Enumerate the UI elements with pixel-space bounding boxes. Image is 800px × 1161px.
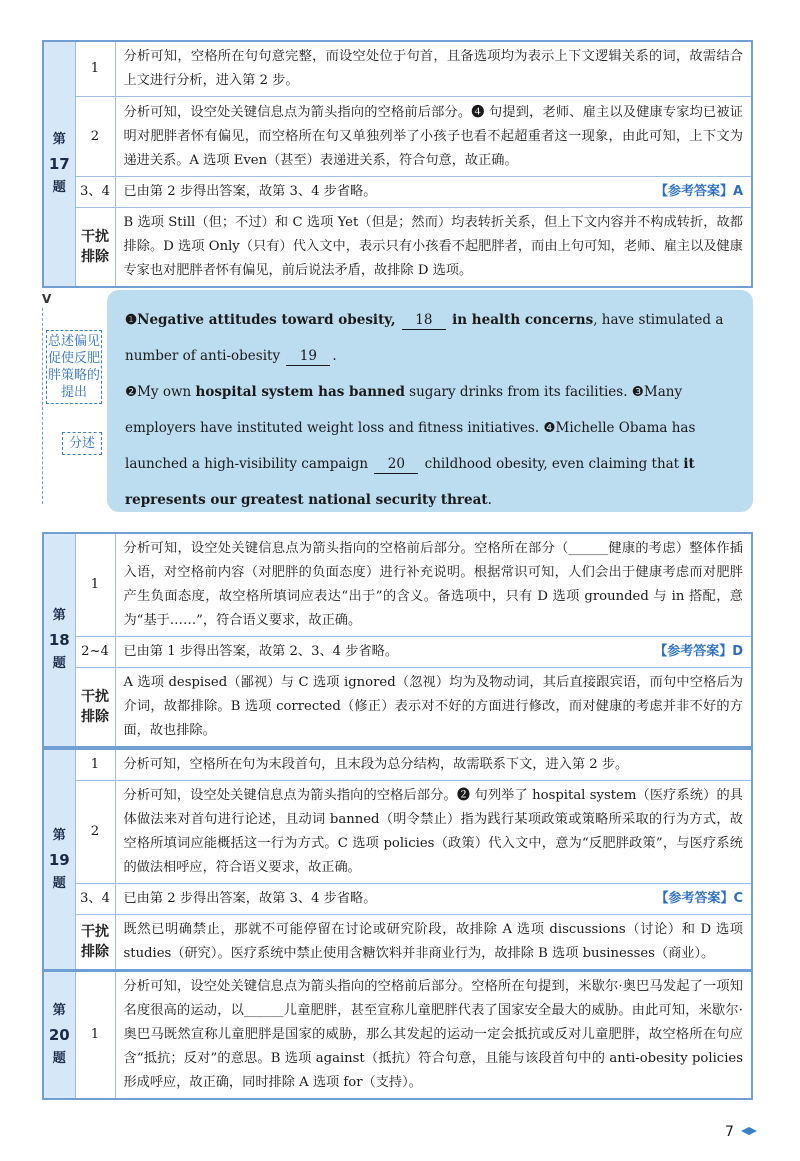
step-content: B 选项 Still（但；不过）和 C 选项 Yet（但是；然而）均表转折关系，但上下文内容并不构成转折，故都排除。D 选项 Only（只有）代入文中，表示只有小孩看不起肥胖者，而由上句可知，老师、雇主以及健康专家也对肥胖者怀有偏见，前后说法矛盾，故排除 D 选项。 — [115, 208, 752, 288]
page-number: 7 — [725, 1124, 734, 1140]
passage-text-box: ❶Negative attitudes toward obesity, 18 in health concerns, have stimulated a number of anti-obesity 19 . ❷My own hospital system has banned sugary drinks from its facilities. ❸Many employers have instituted weight loss and fitness initiatives. ❹Michelle Obama has launched a high-visibility campaign 20 childhood obesity, even claiming that it represents our greatest national security threat. — [107, 290, 753, 512]
passage-sentence-2a: ❷My own — [125, 384, 196, 400]
step-cell: 1 — [75, 41, 115, 97]
step-cell: 3、4 — [75, 177, 115, 208]
question-20-table — [42, 970, 753, 1100]
annotation-summary-note: 总述偏见促使反肥胖策略的提出 — [46, 330, 102, 404]
annotation-detail-note: 分述 — [62, 432, 102, 455]
question-18-label: 第 18 题 — [43, 533, 75, 747]
passage-sentence-1c: , have stimulated a number of anti-obesity — [125, 312, 724, 364]
blank-18: 18 — [402, 311, 446, 330]
question-17-table — [42, 40, 753, 288]
step-cell: 2~4 — [75, 637, 115, 668]
step-cell: 1 — [75, 749, 115, 781]
step-text: 已由第 2 步得出答案，故第 3、4 步省略。 — [123, 891, 377, 906]
step-content — [115, 884, 752, 915]
question-18-table — [42, 532, 753, 748]
step-content: 分析可知，设空处关键信息点为箭头指向的空格前后部分。空格所在部分（______健康的考虑）整体作插入语，对空格前内容（对肥胖的负面态度）进行补充说明。根据常识可知，人们会出于健康考虑而对肥胖产生负面态度，故空格所填词应表达“出于”的含义。备选项中，只有 D 选项 grounded 与 in 搭配，意为“基于……”，符合语义要求，故正确。 — [115, 533, 752, 637]
question-19-label: 第 19 题 — [43, 749, 75, 970]
step-cell: 1 — [75, 533, 115, 637]
passage-keyword: hospital system has banned — [195, 384, 405, 400]
question-20-label: 第 20 题 — [43, 971, 75, 1099]
step-cell: 1 — [75, 971, 115, 1099]
step-content — [115, 637, 752, 668]
reference-answer: 【参考答案】D — [654, 644, 743, 659]
step-content: 分析可知，设空处关键信息点为箭头指向的空格前后部分。空格所在句提到，米歇尔·奥巴马发起了一项知名度很高的运动，以______儿童肥胖，甚至宣称儿童肥胖代表了国家安全最大的威胁。由此可知，米歇尔·奥巴马既然宣称儿童肥胖是国家的威胁，那么其发起的运动一定会抵抗或反对儿童肥胖，故空格所在句应含“抵抗；反对”的意思。B 选项 against（抵抗）符合句意，且能与该段首句中的 anti-obesity policies 形成呼应，故正确，同时排除 A 选项 for（支持）。 — [115, 971, 752, 1099]
passage-sentence-1a: ❶Negative attitudes toward obesity, — [125, 312, 396, 328]
question-17-label: 第 17 题 — [43, 41, 75, 287]
distractor-elimination-label: 干扰排除 — [75, 208, 115, 288]
blank-20: 20 — [374, 455, 418, 474]
reference-answer: 【参考答案】C — [655, 891, 743, 906]
step-content: 分析可知，设空处关键信息点为箭头指向的空格后部分。❷ 句列举了 hospital system（医疗系统）的具体做法来对首句进行论述，且动词 banned（明令禁止）指为践行某项政策或策略所采取的行为方式，故空格所填词应能概括这一行为方式。C 选项 policies（政策）代入文中，意为“反肥胖政策”，与医疗系统的做法相呼应，符合语义要求，故正确。 — [115, 781, 752, 884]
blank-19: 19 — [286, 347, 330, 366]
passage-sentence-2d: childhood obesity, even claiming that — [424, 456, 684, 472]
step-content: 分析可知，空格所在句为末段首句，且末段为总分结构，故需联系下文，进入第 2 步。 — [115, 749, 752, 781]
section-marker: V — [42, 292, 52, 306]
distractor-elimination-label: 干扰排除 — [75, 915, 115, 971]
step-cell: 2 — [75, 97, 115, 177]
step-content: 既然已明确禁止，那就不可能停留在讨论或研究阶段，故排除 A 选项 discussions（讨论）和 D 选项 studies（研究）。医疗系统中禁止使用含糖饮料并非商业行为，故排除 B 选项 businesses（商业）。 — [115, 915, 752, 971]
graduation-cap-icon — [741, 1127, 757, 1137]
question-19-table — [42, 748, 753, 971]
step-content: 分析可知，空格所在句句意完整，而设空处位于句首，且备选项均为表示上下文逻辑关系的词，故需结合上文进行分析，进入第 2 步。 — [115, 41, 752, 97]
step-cell: 2 — [75, 781, 115, 884]
step-content: A 选项 despised（鄙视）与 C 选项 ignored（忽视）均为及物动词，其后直接跟宾语，而句中空格后为介词，故都排除。B 选项 corrected（修正）表示对不好的方面进行修改，而对健康的考虑并非不好的方面，故也排除。 — [115, 668, 752, 748]
passage-keyword: it represents our greatest national security threat — [125, 456, 695, 508]
step-text: 已由第 2 步得出答案，故第 3、4 步省略。 — [123, 184, 377, 199]
step-content: 分析可知，设空处关键信息点为箭头指向的空格前后部分。❹ 句提到，老师、雇主以及健康专家均已被证明对肥胖者怀有偏见，而空格所在句又单独列举了小孩子也看不起超重者这一现象，由此可知，上下文为递进关系。A 选项 Even（甚至）表递进关系，符合句意，故正确。 — [115, 97, 752, 177]
passage-section — [42, 290, 753, 512]
step-text: 已由第 1 步得出答案，故第 2、3、4 步省略。 — [123, 644, 399, 659]
passage-sentence-2c: sugary drinks from its facilities. ❸Many employers have instituted weight loss and fitness initiatives. ❹Michelle Obama has launched a high-visibility campaign — [125, 384, 696, 472]
passage-keyword: in health concerns — [452, 312, 594, 328]
distractor-elimination-label: 干扰排除 — [75, 668, 115, 748]
step-content — [115, 177, 752, 208]
step-cell: 3、4 — [75, 884, 115, 915]
reference-answer: 【参考答案】A — [654, 184, 743, 199]
